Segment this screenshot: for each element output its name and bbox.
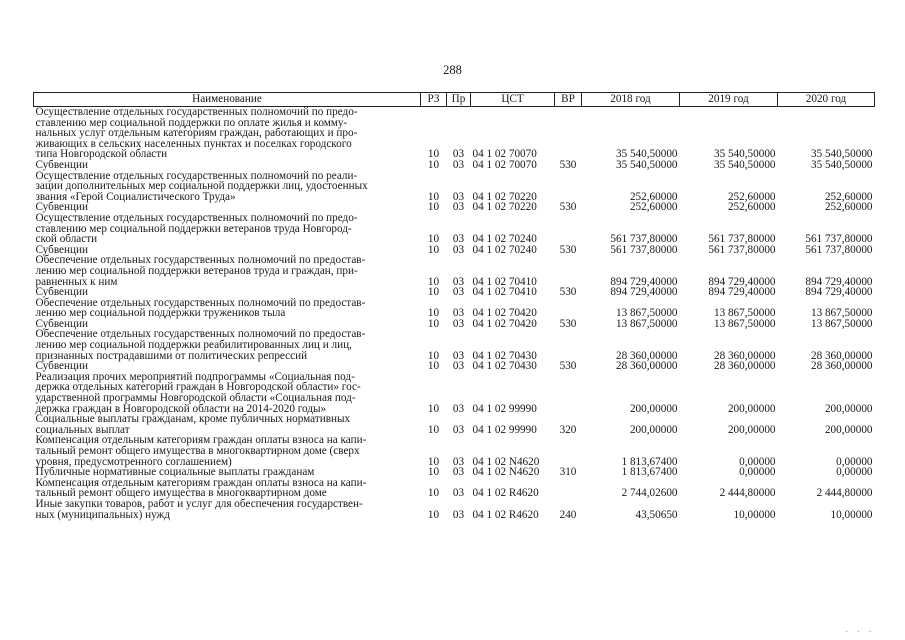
row-pr: 03: [452, 233, 465, 246]
table-row: [34, 213, 875, 245]
row-value-2019: 561 737,80000: [708, 233, 776, 246]
row-value-2020: 894 729,40000: [805, 275, 873, 288]
row-name: Субвенции: [35, 201, 88, 214]
header-cst: ЦСТ: [471, 93, 555, 107]
row-name: Обеспечение отдельных государственных полномочий по предостав- лению мер социальной поддержки тружеников тыла: [35, 296, 366, 320]
row-value-2019: 200,00000: [727, 423, 776, 436]
row-cst: 04 1 02 70430: [472, 349, 537, 362]
row-value-2020: 894 729,40000: [805, 286, 873, 299]
row-value-2020: 2 444,80000: [816, 487, 873, 500]
row-value-2020: 561 737,80000: [805, 243, 873, 256]
row-pr: 03: [452, 423, 465, 436]
header-vr: ВР: [555, 93, 582, 107]
row-cst: 04 1 02 99990: [472, 402, 537, 415]
row-name: Реализация прочих мероприятий подпрограммы «Социальная под- держка отдельных категорий граждан в Новгородской области» гос- ударственной программы Новгородской области «Социальная под- держка граждан в Новгородской области на 2014-2020 годы»: [35, 370, 361, 415]
row-pr: 03: [452, 275, 465, 288]
row-name: Субвенции: [35, 360, 88, 373]
row-rz: 10: [427, 286, 440, 299]
row-cst: 04 1 02 70070: [472, 148, 537, 161]
row-pr: 03: [452, 402, 465, 415]
row-value-2018: 252,60000: [629, 190, 678, 203]
header-rz: РЗ: [421, 93, 447, 107]
row-pr: 03: [452, 243, 465, 256]
row-pr: 03: [452, 360, 465, 373]
row-value-2018: 1 813,67400: [621, 455, 678, 468]
header-2019: 2019 год: [680, 93, 778, 107]
row-rz: 10: [427, 275, 440, 288]
row-vr: 530: [559, 286, 577, 299]
table-header-row: [34, 93, 875, 107]
row-value-2020: 10,00000: [830, 508, 873, 521]
row-rz: 10: [427, 190, 440, 203]
row-cst: 04 1 02 N4620: [472, 455, 540, 468]
row-cst: 04 1 02 70240: [472, 243, 537, 256]
row-value-2020: 252,60000: [824, 201, 873, 214]
row-pr: 03: [452, 307, 465, 320]
row-value-2019: 561 737,80000: [708, 243, 776, 256]
row-cst: 04 1 02 70420: [472, 307, 537, 320]
table-row: [34, 171, 875, 203]
row-value-2020: 28 360,00000: [810, 349, 873, 362]
row-rz: 10: [427, 158, 440, 171]
row-cst: 04 1 02 R4620: [472, 487, 539, 500]
row-vr: 530: [559, 317, 577, 330]
table-row: [34, 499, 875, 520]
row-name: Социальные выплаты гражданам, кроме публичных нормативных социальных выплат: [35, 413, 351, 436]
row-pr: 03: [452, 148, 465, 161]
row-pr: 03: [452, 455, 465, 468]
row-value-2020: 561 737,80000: [805, 233, 873, 246]
table-row: [34, 298, 875, 319]
row-rz: 10: [427, 455, 440, 468]
row-name: Субвенции: [35, 317, 88, 330]
row-cst: 04 1 02 70070: [472, 158, 537, 171]
table-row: [34, 329, 875, 361]
row-value-2019: 252,60000: [727, 190, 776, 203]
scan-artifact: · · ·: [845, 627, 875, 638]
row-value-2020: 0,00000: [836, 466, 873, 479]
row-vr: [555, 107, 582, 160]
row-value-2019: 894 729,40000: [708, 286, 776, 299]
row-value-2020: 28 360,00000: [810, 360, 873, 373]
row-value-2018: 13 867,50000: [615, 317, 678, 330]
row-value-2019: 13 867,50000: [713, 317, 776, 330]
header-2018: 2018 год: [582, 93, 680, 107]
row-vr: [555, 435, 582, 467]
row-rz: 10: [427, 317, 440, 330]
table-row: [34, 160, 875, 171]
row-value-2020: 35 540,50000: [810, 148, 873, 161]
row-name: Публичные нормативные социальные выплаты гражданам: [35, 466, 315, 479]
row-cst: 04 1 02 70240: [472, 233, 537, 246]
row-cst: 04 1 02 70410: [472, 275, 537, 288]
row-value-2019: 2 444,80000: [719, 487, 776, 500]
row-value-2018: 35 540,50000: [615, 148, 678, 161]
row-pr: 03: [452, 466, 465, 479]
row-rz: 10: [427, 148, 440, 161]
table-row: [34, 372, 875, 414]
row-pr: 03: [452, 158, 465, 171]
row-vr: 320: [559, 423, 577, 436]
row-vr: [555, 171, 582, 203]
row-pr: 03: [452, 317, 465, 330]
row-vr: 310: [559, 466, 577, 479]
row-value-2020: 200,00000: [824, 402, 873, 415]
row-value-2019: 28 360,00000: [713, 349, 776, 362]
row-name: Осуществление отдельных государственных полномочий по реали- зации дополнительных мер социальной поддержки лиц, удостоенных звания «Герой Социалистического Труда»: [35, 169, 368, 203]
row-value-2018: 35 540,50000: [615, 158, 678, 171]
row-pr: 03: [452, 349, 465, 362]
row-rz: 10: [427, 243, 440, 256]
row-name: Субвенции: [35, 286, 88, 299]
row-name: Обеспечение отдельных государственных полномочий по предостав- лению мер социальной поддержки реабилитированных лиц и лиц, признанных пострадавшими от политических репрессий: [35, 328, 366, 362]
row-value-2018: 2 744,02600: [621, 487, 678, 500]
row-vr: 530: [559, 201, 577, 214]
row-vr: [555, 478, 582, 499]
row-value-2019: 200,00000: [727, 402, 776, 415]
row-value-2019: 0,00000: [739, 466, 776, 479]
row-pr: 03: [452, 487, 465, 500]
row-value-2019: 13 867,50000: [713, 307, 776, 320]
row-value-2018: 43,50650: [635, 508, 678, 521]
row-value-2020: 200,00000: [824, 423, 873, 436]
row-rz: 10: [427, 508, 440, 521]
row-pr: 03: [452, 286, 465, 299]
row-value-2018: 894 729,40000: [610, 286, 678, 299]
row-value-2018: 28 360,00000: [615, 360, 678, 373]
row-value-2018: 252,60000: [629, 201, 678, 214]
page-number: 288: [443, 63, 462, 77]
header-2020: 2020 год: [778, 93, 875, 107]
row-name: Субвенции: [35, 243, 88, 256]
row-vr: 530: [559, 360, 577, 373]
row-vr: [555, 329, 582, 361]
row-value-2019: 35 540,50000: [713, 148, 776, 161]
row-name: Компенсация отдельным категориям граждан оплаты взноса на капи- тальный ремонт общего имущества в многоквартирном доме: [35, 476, 367, 500]
row-value-2018: 28 360,00000: [615, 349, 678, 362]
row-vr: [555, 372, 582, 414]
table-row: [34, 107, 875, 160]
row-value-2018: 13 867,50000: [615, 307, 678, 320]
row-name: Обеспечение отдельных государственных полномочий по предостав- лению мер социальной поддержки ветеранов труда и граждан, при- равненных к ним: [35, 254, 366, 288]
row-name: Иные закупки товаров, работ и услуг для обеспечения государствен- ных (муниципальных) нужд: [35, 497, 363, 521]
row-value-2019: 252,60000: [727, 201, 776, 214]
row-rz: 10: [427, 360, 440, 373]
row-rz: 10: [427, 466, 440, 479]
row-pr: 03: [452, 190, 465, 203]
row-value-2019: 0,00000: [739, 455, 776, 468]
row-vr: [555, 255, 582, 287]
row-rz: 10: [427, 307, 440, 320]
row-name: Осуществление отдельных государственных полномочий по предо- ставлению мер социальной поддержки по оплате жилья и комму- нальных услуг отдельным категориям граждан, работающих и про- живающих в сельских населенных пунктах и поселках городского типа Новгородской области: [35, 106, 358, 161]
row-pr: 03: [452, 201, 465, 214]
row-vr: 530: [559, 243, 577, 256]
table-row: [34, 414, 875, 435]
row-value-2018: 894 729,40000: [610, 275, 678, 288]
row-value-2020: 252,60000: [824, 190, 873, 203]
row-value-2018: 200,00000: [629, 423, 678, 436]
row-value-2019: 28 360,00000: [713, 360, 776, 373]
row-vr: 240: [559, 508, 577, 521]
row-rz: 10: [427, 402, 440, 415]
row-rz: 10: [427, 487, 440, 500]
row-value-2018: 561 737,80000: [610, 243, 678, 256]
row-value-2020: 13 867,50000: [810, 317, 873, 330]
row-value-2020: 35 540,50000: [810, 158, 873, 171]
row-value-2019: 10,00000: [733, 508, 776, 521]
row-cst: 04 1 02 N4620: [472, 466, 540, 479]
table-row: [34, 255, 875, 287]
row-value-2018: 561 737,80000: [610, 233, 678, 246]
row-name: Компенсация отдельным категориям граждан оплаты взноса на капи- тальный ремонт общего имущества в многоквартирном доме (сверх уровня, предусмотренного соглашением): [35, 434, 367, 468]
table-row: [34, 435, 875, 467]
row-rz: 10: [427, 201, 440, 214]
row-rz: 10: [427, 423, 440, 436]
row-cst: 04 1 02 70220: [472, 201, 537, 214]
row-value-2020: 0,00000: [836, 455, 873, 468]
row-name: Осуществление отдельных государственных полномочий по предо- ставлению мер социальной поддержки ветеранов труда Новгород- ской области: [35, 211, 358, 246]
row-name: Субвенции: [35, 158, 88, 171]
row-value-2019: 35 540,50000: [713, 158, 776, 171]
header-name: Наименование: [34, 93, 421, 107]
row-vr: [555, 298, 582, 319]
table-body: [34, 107, 875, 521]
budget-table: [33, 92, 875, 520]
row-value-2018: 200,00000: [629, 402, 678, 415]
row-cst: 04 1 02 70430: [472, 360, 537, 373]
row-vr: [555, 213, 582, 245]
row-cst: 04 1 02 70410: [472, 286, 537, 299]
row-value-2019: 894 729,40000: [708, 275, 776, 288]
row-value-2020: 13 867,50000: [810, 307, 873, 320]
row-cst: 04 1 02 R4620: [472, 508, 539, 521]
row-pr: 03: [452, 508, 465, 521]
row-vr: 530: [559, 158, 577, 171]
row-value-2018: 1 813,67400: [621, 466, 678, 479]
row-rz: 10: [427, 349, 440, 362]
row-rz: 10: [427, 233, 440, 246]
header-pr: Пр: [447, 93, 471, 107]
row-cst: 04 1 02 99990: [472, 423, 537, 436]
row-cst: 04 1 02 70420: [472, 317, 537, 330]
table-row: [34, 478, 875, 499]
row-cst: 04 1 02 70220: [472, 190, 537, 203]
